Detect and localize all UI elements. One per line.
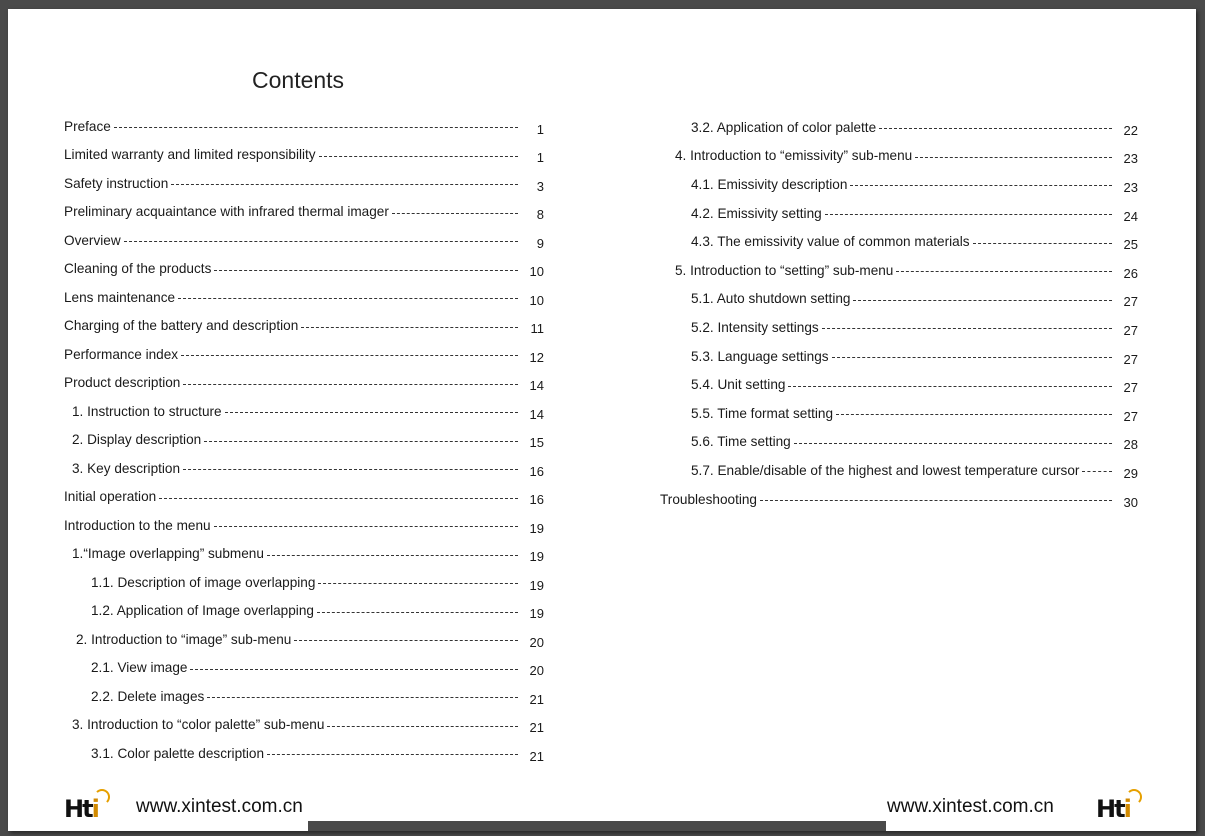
toc-leader [114,127,518,128]
toc-leader [207,697,518,698]
toc-entry-label: 5. Introduction to “setting” sub-menu [675,262,894,278]
toc-leader [178,298,518,299]
toc-entry-page: 14 [529,406,544,422]
toc-leader [204,441,518,442]
toc-entry[interactable] [660,170,1138,199]
toc-leader [760,500,1112,501]
toc-entry-label: 4.2. Emissivity setting [691,205,822,221]
toc-entry-page: 1 [536,121,544,137]
toc-leader [896,271,1112,272]
toc-entry[interactable] [64,312,544,341]
toc-entry-page: 26 [1123,265,1138,281]
toc-entry[interactable] [64,568,544,597]
toc-entry[interactable] [64,483,544,512]
toc-entry-label: Charging of the battery and description [64,318,299,334]
logo-arc-icon [94,789,110,805]
toc-entry[interactable] [64,255,544,284]
toc-entry[interactable] [64,682,544,711]
page-title: Contents [252,67,345,93]
hti-logo-right: Hti [1096,795,1130,823]
toc-leader [318,583,518,584]
toc-entry-label: 3. Introduction to “color palette” sub-menu [72,717,325,733]
toc-entry-page: 21 [529,720,544,736]
toc-leader [836,414,1112,415]
toc-entry-page: 15 [529,435,544,451]
toc-entry-label: 3.1. Color palette description [91,745,265,761]
toc-leader [181,355,518,356]
toc-entry-label: Introduction to the menu [64,517,211,533]
toc-entry-label: Lens maintenance [64,289,176,305]
toc-entry-page: 16 [529,492,544,508]
toc-entry[interactable] [64,141,544,170]
toc-leader [915,157,1112,158]
toc-entry-page: 27 [1123,351,1138,367]
toc-leader [183,469,518,470]
toc-entry[interactable] [64,426,544,455]
toc-leader [267,754,518,755]
toc-entry-label: 1.1. Description of image overlapping [91,574,316,590]
toc-entry-page: 19 [529,549,544,565]
toc-leader [853,300,1112,301]
toc-entry[interactable] [64,226,544,255]
toc-entry-label: 5.7. Enable/disable of the highest and lowest temperature cursor [691,462,1080,478]
toc-left-column [64,112,544,768]
toc-entry[interactable] [64,397,544,426]
toc-entry-page: 9 [536,235,544,251]
toc-entry[interactable] [64,454,544,483]
toc-entry-page: 25 [1123,237,1138,253]
toc-entry[interactable] [660,227,1138,256]
toc-entry-label: 1.2. Application of Image overlapping [91,603,314,619]
toc-entry-label: 3.2. Application of color palette [691,119,877,135]
toc-entry[interactable] [64,112,544,141]
toc-entry-page: 23 [1123,179,1138,195]
toc-entry[interactable] [660,342,1138,371]
toc-entry-page: 1 [536,150,544,166]
footer-url-right: www.xintest.com.cn [887,796,1054,817]
toc-leader [183,384,518,385]
toc-entry-label: Cleaning of the products [64,261,212,277]
toc-entry-label: Initial operation [64,489,157,505]
toc-entry[interactable] [660,456,1138,485]
toc-entry[interactable] [660,313,1138,342]
toc-entry-page: 19 [529,606,544,622]
toc-entry-label: 1. Instruction to structure [72,403,222,419]
toc-entry-page: 19 [529,577,544,593]
toc-entry-label: 5.5. Time format setting [691,405,834,421]
toc-entry[interactable] [64,511,544,540]
toc-entry-page: 22 [1123,122,1138,138]
footer-url-left: www.xintest.com.cn [136,796,303,817]
toc-leader [392,213,518,214]
toc-entry[interactable] [64,169,544,198]
toc-entry[interactable] [660,285,1138,314]
toc-leader [973,243,1112,244]
toc-entry[interactable] [64,369,544,398]
toc-entry-label: 1.“Image overlapping” submenu [72,546,264,562]
toc-entry-page: 10 [529,264,544,280]
toc-entry-page: 11 [530,321,544,337]
toc-entry-page: 30 [1123,494,1138,510]
toc-entry-page: 20 [529,634,544,650]
toc-entry[interactable] [64,654,544,683]
toc-leader [267,555,518,556]
toc-entry-label: Preface [64,118,111,134]
toc-leader [825,214,1112,215]
toc-leader [294,640,518,641]
toc-entry-page: 23 [1123,151,1138,167]
toc-entry-page: 19 [529,520,544,536]
toc-entry[interactable] [64,283,544,312]
toc-entry-label: Limited warranty and limited responsibility [64,147,316,163]
toc-entry[interactable] [660,370,1138,399]
toc-leader [214,526,518,527]
toc-leader [788,386,1112,387]
toc-entry-label: 5.3. Language settings [691,348,829,364]
toc-leader [327,726,518,727]
toc-entry[interactable] [660,113,1138,142]
toc-entry-page: 8 [536,207,544,223]
toc-entry[interactable] [660,199,1138,228]
toc-entry-page: 21 [529,691,544,707]
toc-entry-label: 5.4. Unit setting [691,377,786,393]
toc-entry-label: 3. Key description [72,460,181,476]
document-page [8,9,1196,831]
toc-entry-label: Troubleshooting [660,491,757,507]
toc-entry[interactable] [660,399,1138,428]
toc-right-column [660,113,1138,513]
toc-entry-page: 27 [1123,294,1138,310]
toc-entry-label: Product description [64,375,181,391]
toc-entry[interactable] [660,428,1138,457]
toc-entry[interactable] [64,711,544,740]
toc-leader [317,612,518,613]
toc-entry-page: 16 [529,463,544,479]
toc-entry-page: 28 [1123,437,1138,453]
toc-entry[interactable] [660,485,1138,514]
logo-arc-icon [1126,789,1142,805]
toc-entry-label: 2.2. Delete images [91,688,205,704]
toc-leader [832,357,1112,358]
toc-entry-label: 2. Introduction to “image” sub-menu [76,631,292,647]
toc-entry[interactable] [64,198,544,227]
toc-leader [171,184,518,185]
toc-entry[interactable] [64,625,544,654]
toc-entry-label: Preliminary acquaintance with infrared thermal imager [64,204,389,220]
toc-entry-label: 4.3. The emissivity value of common materials [691,234,970,250]
toc-entry-page: 21 [529,748,544,764]
toc-leader [225,412,518,413]
toc-entry-page: 27 [1123,380,1138,396]
toc-leader [822,328,1112,329]
toc-leader [319,156,518,157]
toc-entry[interactable] [660,256,1138,285]
toc-entry-page: 14 [529,378,544,394]
toc-entry-label: 5.1. Auto shutdown setting [691,291,851,307]
toc-entry-page: 29 [1123,465,1138,481]
toc-entry-page: 27 [1123,322,1138,338]
toc-entry-label: 2. Display description [72,432,202,448]
toc-entry-label: Safety instruction [64,175,169,191]
toc-entry[interactable] [660,142,1138,171]
toc-entry-label: 4.1. Emissivity description [691,176,848,192]
toc-entry[interactable] [64,739,544,768]
toc-leader [850,185,1112,186]
toc-entry-label: 5.6. Time setting [691,434,791,450]
toc-entry-label: Overview [64,232,121,248]
footer-band [308,821,886,831]
toc-entry-label: 2.1. View image [91,660,188,676]
toc-leader [1082,471,1112,472]
toc-leader [159,498,518,499]
toc-entry[interactable] [64,597,544,626]
toc-entry-page: 3 [536,178,544,194]
toc-entry-page: 20 [529,663,544,679]
toc-entry-page: 12 [529,349,544,365]
hti-logo-left: Hti [64,795,98,823]
toc-leader [301,327,518,328]
toc-entry[interactable] [64,540,544,569]
toc-entry-page: 10 [529,292,544,308]
toc-leader [190,669,518,670]
toc-entry-label: Performance index [64,346,179,362]
toc-leader [214,270,518,271]
toc-entry-label: 4. Introduction to “emissivity” sub-menu [675,148,913,164]
toc-leader [794,443,1112,444]
toc-leader [879,128,1112,129]
toc-entry-page: 24 [1123,208,1138,224]
toc-entry-page: 27 [1123,408,1138,424]
toc-leader [124,241,518,242]
toc-entry-label: 5.2. Intensity settings [691,319,819,335]
toc-entry[interactable] [64,340,544,369]
